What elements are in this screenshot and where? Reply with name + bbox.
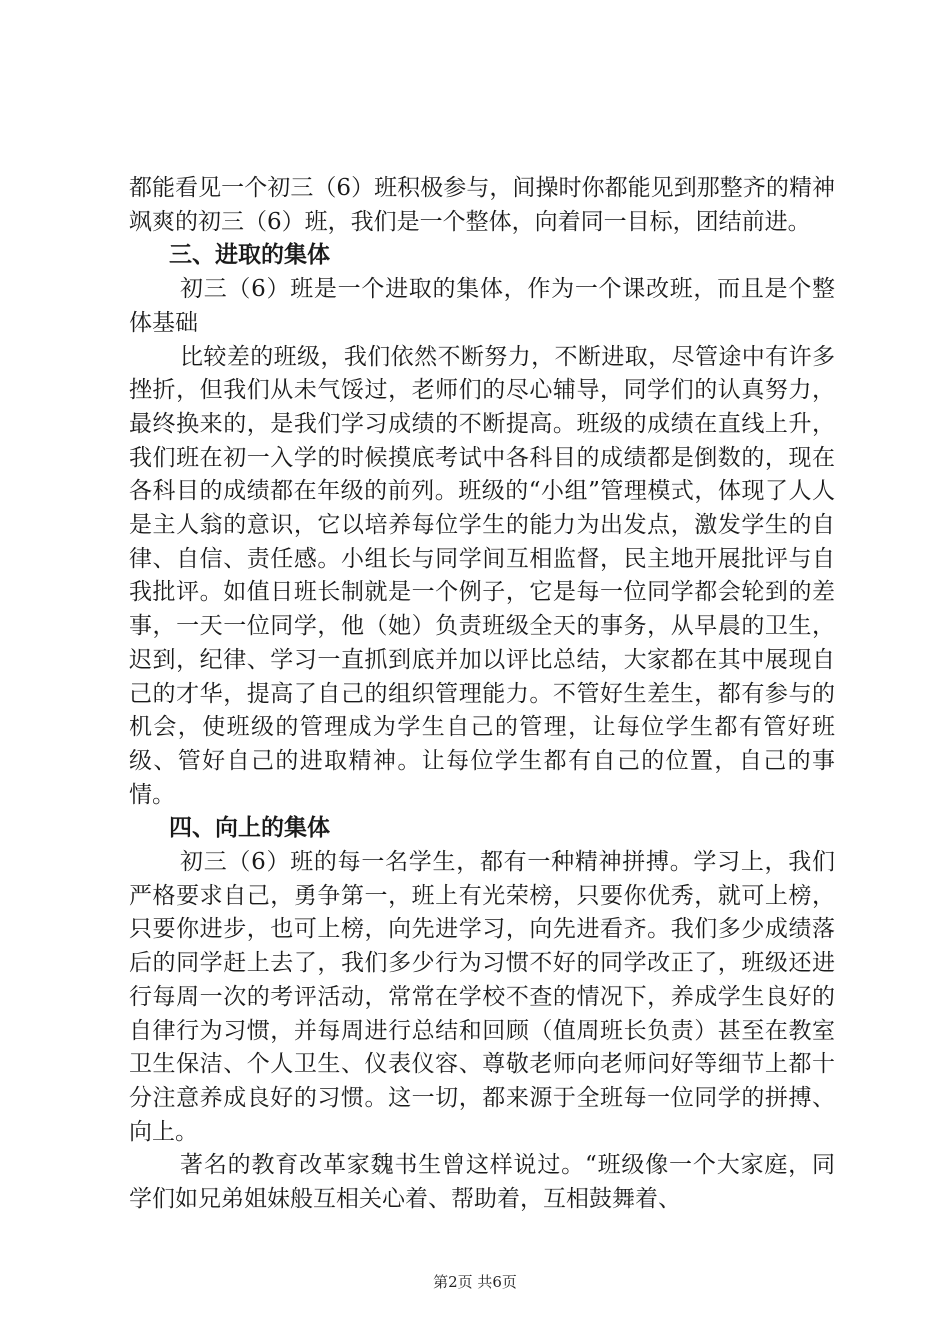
document-body [129,172,835,1217]
page-footer: 第2页 共6页 [433,1273,517,1291]
section-heading-4: 四、向上的集体 [169,815,330,842]
paragraph-continuation: 都能看见一个初三（6）班积极参与，间操时你都能见到那整齐的精神飒爽的初三（6）班，我们是一个整体，向着同一目标，团结前进。 [129,175,835,235]
paragraph-quote: 著名的教育改革家魏书生曾这样说过。“班级像一个大家庭，同学们如兄弟姐妹般互相关心着、帮助着，互相鼓舞着、 [129,1152,835,1213]
paragraph-section-3-intro: 初三（6）班是一个进取的集体，作为一个课改班，而且是个整体基础 [129,276,835,336]
section-heading-3: 三、进取的集体 [169,242,330,269]
paragraph-section-4-body: 初三（6）班的每一名学生，都有一种精神拼搏。学习上，我们严格要求自己，勇争第一，班上有光荣榜，只要你优秀，就可上榜，只要你进步，也可上榜，向先进学习，向先进看齐。我们多少成绩落后的同学赶上去了，我们多少行为习惯不好的同学改正了，班级还进行每周一次的考评活动，常常在学校不查的情况下，养成学生良好的自律行为习惯，并每周进行总结和回顾（值周班长负责）甚至在教室卫生保洁、个人卫生、仪表仪容、尊敬老师向老师问好等细节上都十分注意养成良好的习惯。这一切，都来源于全班每一位同学的拼搏、向上。 [129,849,835,1145]
paragraph-section-3-body: 比较差的班级，我们依然不断努力，不断进取，尽管途中有许多挫折，但我们从未气馁过，老师们的尽心辅导，同学们的认真努力，最终换来的，是我们学习成绩的不断提高。班级的成绩在直线上升，我们班在初一入学的时候摸底考试中各科目的成绩都是倒数的，现在各科目的成绩都在年级的前列。班级的“小组”管理模式，体现了人人是主人翁的意识，它以培养每位学生的能力为出发点，激发学生的自律、自信、责任感。小组长与同学间互相监督，民主地开展批评与自我批评。如值日班长制就是一个例子，它是每一位同学都会轮到的差事，一天一位同学，他（她）负责班级全天的事务，从早晨的卫生，迟到，纪律、学习一直抓到底并加以评比总结，大家都在其中展现自己的才华，提高了自己的组织管理能力。不管好生差生，都有参与的机会，使班级的管理成为学生自己的管理，让每位学生都有管好班级、管好自己的进取精神。让每位学生都有自己的位置，自己的事情。 [129,343,835,808]
